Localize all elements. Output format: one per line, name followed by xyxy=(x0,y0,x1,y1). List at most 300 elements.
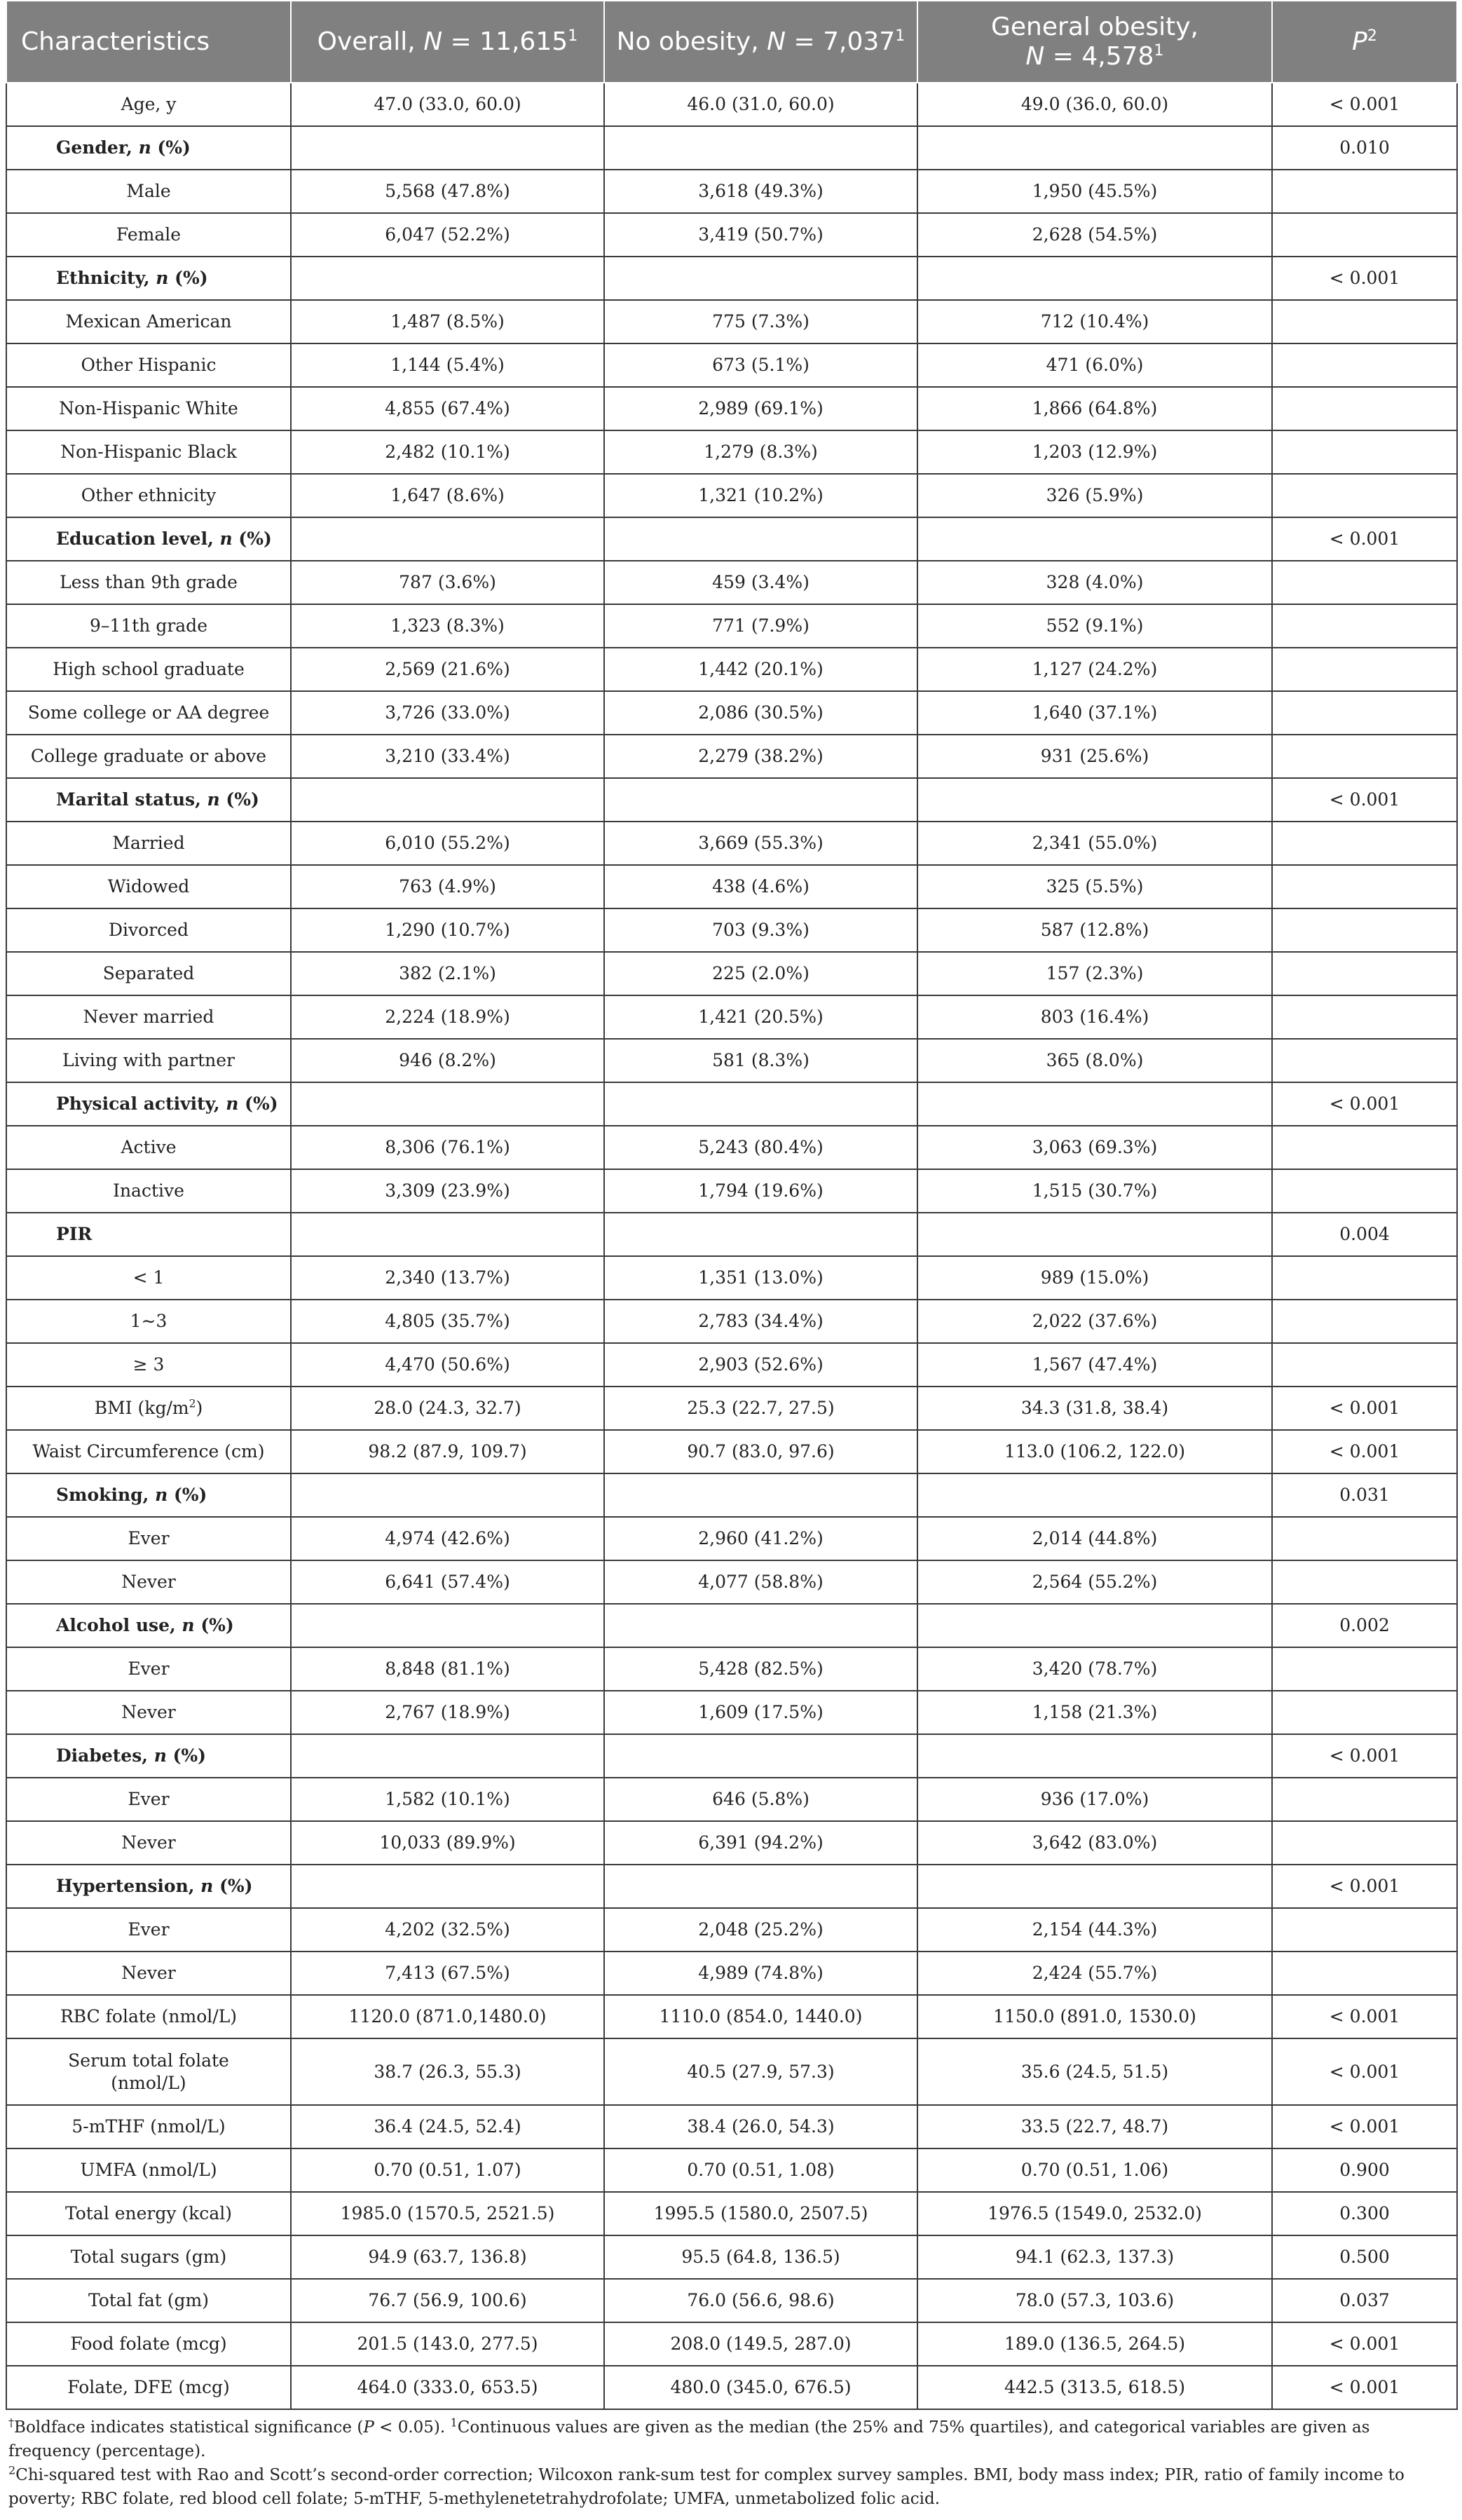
row-label xyxy=(6,2038,291,2105)
p-value-cell: 0.004 xyxy=(1272,1213,1457,1256)
row-label-text: < 1 xyxy=(132,1267,165,1288)
general-obesity-cell: 552 (9.1%) xyxy=(917,604,1272,648)
general-obesity-cell: 325 (5.5%) xyxy=(917,865,1272,908)
table-row xyxy=(6,1343,1457,1387)
column-header-4 xyxy=(1272,1,1457,83)
section-row xyxy=(6,1213,1457,1256)
table-row xyxy=(6,1300,1457,1343)
overall-cell: 1,144 (5.4%) xyxy=(291,343,604,387)
table-row xyxy=(6,1995,1457,2038)
footnote-2-text: Chi-squared test with Rao and Scott’s second-order correction; Wilcoxon rank-sum test for complex survey samples. BMI, body mass index; PIR, ratio of family income to poverty; RBC folate, red blood cell folate; 5-mTHF, 5-methylenetetrahydrofolate; UMFA, unmetabolized folic acid. xyxy=(8,2466,1405,2508)
row-label-text: Food folate (mcg) xyxy=(70,2334,227,2354)
row-label-text: Non-Hispanic Black xyxy=(60,442,237,462)
row-label xyxy=(6,83,291,126)
row-label-text: RBC folate (nmol/L) xyxy=(60,2006,238,2027)
table-row xyxy=(6,952,1457,995)
general-obesity-cell xyxy=(917,1473,1272,1517)
footnote-1-p: P xyxy=(363,2418,374,2437)
row-label-text: ≥ 3 xyxy=(132,1354,165,1375)
no-obesity-cell: 2,279 (38.2%) xyxy=(604,735,917,778)
general-obesity-cell: 2,014 (44.8%) xyxy=(917,1517,1272,1560)
no-obesity-cell: 1,321 (10.2%) xyxy=(604,474,917,517)
general-obesity-cell: 2,022 (37.6%) xyxy=(917,1300,1272,1343)
p-value-cell: < 0.001 xyxy=(1272,2038,1457,2105)
p-value-cell: 0.010 xyxy=(1272,126,1457,170)
p-value-cell: < 0.001 xyxy=(1272,1430,1457,1473)
general-obesity-cell: 0.70 (0.51, 1.06) xyxy=(917,2148,1272,2192)
p-value-cell xyxy=(1272,604,1457,648)
table-row xyxy=(6,300,1457,343)
p-value-cell: 0.900 xyxy=(1272,2148,1457,2192)
no-obesity-cell: 76.0 (56.6, 98.6) xyxy=(604,2279,917,2322)
overall-cell xyxy=(291,1213,604,1256)
no-obesity-cell: 95.5 (64.8, 136.5) xyxy=(604,2235,917,2279)
overall-cell: 201.5 (143.0, 277.5) xyxy=(291,2322,604,2366)
overall-cell: 2,767 (18.9%) xyxy=(291,1691,604,1734)
p-value-cell: < 0.001 xyxy=(1272,1387,1457,1430)
general-obesity-cell: 78.0 (57.3, 103.6) xyxy=(917,2279,1272,2322)
column-header-text: General obesity, xyxy=(991,12,1198,41)
table-body xyxy=(6,83,1457,2409)
row-label-text: Total sugars (gm) xyxy=(70,2247,227,2267)
row-label-text: Ever xyxy=(128,1528,170,1548)
overall-cell: 1,582 (10.1%) xyxy=(291,1778,604,1821)
row-label-n: n xyxy=(182,1615,195,1635)
overall-cell: 6,641 (57.4%) xyxy=(291,1560,604,1604)
row-label xyxy=(6,1560,291,1604)
table-row xyxy=(6,1778,1457,1821)
general-obesity-cell xyxy=(917,257,1272,300)
table-row xyxy=(6,2192,1457,2235)
no-obesity-cell: 2,086 (30.5%) xyxy=(604,691,917,735)
row-label xyxy=(6,908,291,952)
p-value-cell xyxy=(1272,908,1457,952)
table-row xyxy=(6,83,1457,126)
no-obesity-cell: 225 (2.0%) xyxy=(604,952,917,995)
no-obesity-cell: 0.70 (0.51, 1.08) xyxy=(604,2148,917,2192)
row-label-text: Never xyxy=(121,1963,176,1983)
column-header-text: Characteristics xyxy=(21,27,210,56)
table-row xyxy=(6,1517,1457,1560)
table-footnotes xyxy=(6,2410,1456,2511)
row-label xyxy=(6,343,291,387)
header-row xyxy=(6,1,1457,83)
row-label xyxy=(6,1430,291,1473)
table-row xyxy=(6,1430,1457,1473)
no-obesity-cell: 2,783 (34.4%) xyxy=(604,1300,917,1343)
row-label xyxy=(6,1387,291,1430)
general-obesity-cell: 931 (25.6%) xyxy=(917,735,1272,778)
p-value-cell xyxy=(1272,1126,1457,1169)
overall-cell: 47.0 (33.0, 60.0) xyxy=(291,83,604,126)
row-label xyxy=(6,1169,291,1213)
row-label-text: Non-Hispanic White xyxy=(59,398,238,418)
p-value-cell: < 0.001 xyxy=(1272,2322,1457,2366)
overall-cell: 3,210 (33.4%) xyxy=(291,735,604,778)
p-value-cell: 0.500 xyxy=(1272,2235,1457,2279)
table-row xyxy=(6,213,1457,257)
row-label-n: n xyxy=(226,1094,239,1114)
footnote-1-sup: 1 xyxy=(450,2416,458,2430)
table-row xyxy=(6,2279,1457,2322)
table-row xyxy=(6,561,1457,604)
general-obesity-cell xyxy=(917,1213,1272,1256)
row-label-text: Alcohol use, xyxy=(56,1615,182,1635)
row-label-text: Separated xyxy=(102,963,195,983)
general-obesity-cell xyxy=(917,1734,1272,1778)
row-label-n: n xyxy=(156,268,169,288)
general-obesity-cell: 1,640 (37.1%) xyxy=(917,691,1272,735)
overall-cell: 6,047 (52.2%) xyxy=(291,213,604,257)
general-obesity-cell: 1,158 (21.3%) xyxy=(917,1691,1272,1734)
no-obesity-cell: 6,391 (94.2%) xyxy=(604,1821,917,1865)
row-label-text: Education level, xyxy=(56,529,220,549)
general-obesity-cell xyxy=(917,1604,1272,1647)
row-label xyxy=(6,604,291,648)
row-label-text: College graduate or above xyxy=(30,746,267,766)
row-label-rest: (%) xyxy=(219,789,259,810)
table-row xyxy=(6,1691,1457,1734)
general-obesity-cell: 989 (15.0%) xyxy=(917,1256,1272,1300)
p-value-cell xyxy=(1272,865,1457,908)
row-label xyxy=(6,1691,291,1734)
general-obesity-cell: 1,203 (12.9%) xyxy=(917,430,1272,474)
no-obesity-cell: 5,243 (80.4%) xyxy=(604,1126,917,1169)
no-obesity-cell: 46.0 (31.0, 60.0) xyxy=(604,83,917,126)
row-label-rest: (%) xyxy=(166,1745,207,1766)
p-value-cell: < 0.001 xyxy=(1272,517,1457,561)
overall-cell: 98.2 (87.9, 109.7) xyxy=(291,1430,604,1473)
no-obesity-cell: 5,428 (82.5%) xyxy=(604,1647,917,1691)
row-label-text: Less than 9th grade xyxy=(60,572,238,592)
table-row xyxy=(6,648,1457,691)
row-label-n: n xyxy=(138,137,151,158)
section-row xyxy=(6,257,1457,300)
p-value-cell xyxy=(1272,1343,1457,1387)
overall-cell: 2,482 (10.1%) xyxy=(291,430,604,474)
general-obesity-cell: 189.0 (136.5, 264.5) xyxy=(917,2322,1272,2366)
no-obesity-cell: 90.7 (83.0, 97.6) xyxy=(604,1430,917,1473)
row-label xyxy=(6,1952,291,1995)
row-label xyxy=(6,1300,291,1343)
no-obesity-cell: 1995.5 (1580.0, 2507.5) xyxy=(604,2192,917,2235)
row-label-text: Hypertension, xyxy=(56,1876,201,1896)
no-obesity-cell: 1,794 (19.6%) xyxy=(604,1169,917,1213)
footnote-2-sup: 2 xyxy=(8,2463,16,2477)
row-label xyxy=(6,2148,291,2192)
no-obesity-cell: 1,351 (13.0%) xyxy=(604,1256,917,1300)
overall-cell xyxy=(291,1082,604,1126)
p-value-cell xyxy=(1272,1821,1457,1865)
row-label xyxy=(6,735,291,778)
table-row xyxy=(6,474,1457,517)
row-label xyxy=(6,995,291,1039)
general-obesity-cell: 94.1 (62.3, 137.3) xyxy=(917,2235,1272,2279)
no-obesity-cell: 3,669 (55.3%) xyxy=(604,822,917,865)
general-obesity-cell: 2,564 (55.2%) xyxy=(917,1560,1272,1604)
p-value-cell xyxy=(1272,1517,1457,1560)
general-obesity-cell xyxy=(917,778,1272,822)
general-obesity-cell: 49.0 (36.0, 60.0) xyxy=(917,83,1272,126)
overall-cell: 3,309 (23.9%) xyxy=(291,1169,604,1213)
row-label xyxy=(6,213,291,257)
general-obesity-cell: 1,950 (45.5%) xyxy=(917,170,1272,213)
row-label-text: Waist Circumference (cm) xyxy=(32,1441,265,1462)
row-label-n: n xyxy=(207,789,220,810)
row-label xyxy=(6,1734,291,1778)
row-label xyxy=(6,778,291,822)
p-value-cell xyxy=(1272,822,1457,865)
column-header-sup: 1 xyxy=(895,26,906,45)
p-value-cell xyxy=(1272,648,1457,691)
row-label xyxy=(6,1865,291,1908)
row-label-n: n xyxy=(219,529,233,549)
row-label-rest: (%) xyxy=(151,137,191,158)
row-label-text: Ever xyxy=(128,1659,170,1679)
p-value-cell xyxy=(1272,1952,1457,1995)
no-obesity-cell: 40.5 (27.9, 57.3) xyxy=(604,2038,917,2105)
general-obesity-cell: 442.5 (313.5, 618.5) xyxy=(917,2366,1272,2409)
row-label-text: BMI (kg/m xyxy=(94,1398,189,1418)
p-value-cell xyxy=(1272,300,1457,343)
p-value-cell xyxy=(1272,1300,1457,1343)
p-value-cell xyxy=(1272,387,1457,430)
table-row xyxy=(6,1908,1457,1952)
column-header-3 xyxy=(917,1,1272,83)
row-label-text: Active xyxy=(121,1137,177,1157)
section-row xyxy=(6,778,1457,822)
footnote-1-text-a: Boldface indicates statistical significance ( xyxy=(14,2418,364,2437)
column-header-n: N xyxy=(767,27,786,56)
row-label xyxy=(6,1126,291,1169)
row-label-text: Other Hispanic xyxy=(81,355,217,375)
table-row xyxy=(6,1126,1457,1169)
no-obesity-cell: 771 (7.9%) xyxy=(604,604,917,648)
table-row xyxy=(6,1821,1457,1865)
overall-cell: 5,568 (47.8%) xyxy=(291,170,604,213)
row-label-tail: ) xyxy=(196,1398,203,1418)
overall-cell: 4,202 (32.5%) xyxy=(291,1908,604,1952)
row-label-text: Mexican American xyxy=(65,311,232,332)
row-label-text: Never xyxy=(121,1572,176,1592)
no-obesity-cell xyxy=(604,126,917,170)
row-label-sup: 2 xyxy=(189,1397,196,1410)
row-label xyxy=(6,1908,291,1952)
general-obesity-cell: 326 (5.9%) xyxy=(917,474,1272,517)
row-label-text: Ever xyxy=(128,1919,170,1940)
general-obesity-cell: 1976.5 (1549.0, 2532.0) xyxy=(917,2192,1272,2235)
p-value-cell xyxy=(1272,1169,1457,1213)
general-obesity-cell xyxy=(917,1865,1272,1908)
general-obesity-cell: 1,127 (24.2%) xyxy=(917,648,1272,691)
row-label-text: Serum total folate xyxy=(68,2050,229,2071)
row-label xyxy=(6,1343,291,1387)
row-label xyxy=(6,2322,291,2366)
column-header-count: = 7,037 xyxy=(786,27,896,56)
overall-cell xyxy=(291,257,604,300)
general-obesity-cell: 2,424 (55.7%) xyxy=(917,1952,1272,1995)
general-obesity-cell: 328 (4.0%) xyxy=(917,561,1272,604)
general-obesity-cell: 2,628 (54.5%) xyxy=(917,213,1272,257)
general-obesity-cell: 1,567 (47.4%) xyxy=(917,1343,1272,1387)
row-label-text: Marital status, xyxy=(56,789,207,810)
table-row xyxy=(6,908,1457,952)
row-label xyxy=(6,300,291,343)
row-label xyxy=(6,257,291,300)
column-header-0 xyxy=(6,1,291,83)
row-label-rest: (%) xyxy=(168,1485,207,1505)
general-obesity-cell: 3,642 (83.0%) xyxy=(917,1821,1272,1865)
p-value-cell: < 0.001 xyxy=(1272,1734,1457,1778)
table-row xyxy=(6,170,1457,213)
table-row xyxy=(6,604,1457,648)
overall-cell: 464.0 (333.0, 653.5) xyxy=(291,2366,604,2409)
p-value-cell: < 0.001 xyxy=(1272,2105,1457,2148)
row-label-text: Never xyxy=(121,1832,176,1853)
overall-cell xyxy=(291,1865,604,1908)
general-obesity-cell: 936 (17.0%) xyxy=(917,1778,1272,1821)
general-obesity-cell: 365 (8.0%) xyxy=(917,1039,1272,1082)
row-label-text: Gender, xyxy=(56,137,139,158)
overall-cell xyxy=(291,1734,604,1778)
no-obesity-cell: 438 (4.6%) xyxy=(604,865,917,908)
row-label-text: Married xyxy=(112,833,185,853)
overall-cell xyxy=(291,1604,604,1647)
section-row xyxy=(6,1865,1457,1908)
p-value-cell xyxy=(1272,430,1457,474)
general-obesity-cell xyxy=(917,126,1272,170)
row-label-text: Never married xyxy=(83,1007,214,1027)
row-label xyxy=(6,1473,291,1517)
table-row xyxy=(6,865,1457,908)
p-value-cell xyxy=(1272,1256,1457,1300)
row-label-text: High school graduate xyxy=(53,659,245,679)
table-row xyxy=(6,1256,1457,1300)
row-label xyxy=(6,2192,291,2235)
no-obesity-cell: 581 (8.3%) xyxy=(604,1039,917,1082)
no-obesity-cell: 1,421 (20.5%) xyxy=(604,995,917,1039)
no-obesity-cell: 2,989 (69.1%) xyxy=(604,387,917,430)
overall-cell: 2,224 (18.9%) xyxy=(291,995,604,1039)
no-obesity-cell: 38.4 (26.0, 54.3) xyxy=(604,2105,917,2148)
footnote-1-text-b: < 0.05). xyxy=(374,2418,451,2437)
row-label-text: Some college or AA degree xyxy=(27,702,270,723)
row-label-text: Diabetes, xyxy=(56,1745,154,1766)
general-obesity-cell: 2,154 (44.3%) xyxy=(917,1908,1272,1952)
row-label-text: Smoking, xyxy=(56,1485,156,1505)
overall-cell: 2,569 (21.6%) xyxy=(291,648,604,691)
row-label xyxy=(6,822,291,865)
no-obesity-cell: 208.0 (149.5, 287.0) xyxy=(604,2322,917,2366)
p-value-cell: < 0.001 xyxy=(1272,1995,1457,2038)
table-row xyxy=(6,822,1457,865)
general-obesity-cell: 2,341 (55.0%) xyxy=(917,822,1272,865)
no-obesity-cell: 3,419 (50.7%) xyxy=(604,213,917,257)
column-header-count: = 4,578 xyxy=(1044,41,1154,71)
row-label xyxy=(6,1213,291,1256)
row-label xyxy=(6,387,291,430)
section-row xyxy=(6,1473,1457,1517)
table-figure xyxy=(6,0,1456,2511)
overall-cell: 2,340 (13.7%) xyxy=(291,1256,604,1300)
p-value-cell xyxy=(1272,1691,1457,1734)
table-row xyxy=(6,2366,1457,2409)
row-label-text: UMFA (nmol/L) xyxy=(80,2160,217,2180)
p-value-cell xyxy=(1272,343,1457,387)
table-row xyxy=(6,1387,1457,1430)
table-row xyxy=(6,343,1457,387)
table-row xyxy=(6,430,1457,474)
overall-cell xyxy=(291,126,604,170)
no-obesity-cell: 703 (9.3%) xyxy=(604,908,917,952)
p-value-cell: < 0.001 xyxy=(1272,2366,1457,2409)
characteristics-table xyxy=(6,0,1458,2410)
row-label xyxy=(6,1604,291,1647)
no-obesity-cell: 459 (3.4%) xyxy=(604,561,917,604)
table-row xyxy=(6,1169,1457,1213)
general-obesity-cell: 712 (10.4%) xyxy=(917,300,1272,343)
row-label-text: Divorced xyxy=(109,920,189,940)
overall-cell xyxy=(291,1473,604,1517)
row-label-text: Ever xyxy=(128,1789,170,1809)
general-obesity-cell: 157 (2.3%) xyxy=(917,952,1272,995)
no-obesity-cell: 25.3 (22.7, 27.5) xyxy=(604,1387,917,1430)
table-header xyxy=(6,1,1457,83)
row-label xyxy=(6,1647,291,1691)
overall-cell: 10,033 (89.9%) xyxy=(291,1821,604,1865)
row-label-n: n xyxy=(153,1745,167,1766)
no-obesity-cell: 646 (5.8%) xyxy=(604,1778,917,1821)
no-obesity-cell: 1,279 (8.3%) xyxy=(604,430,917,474)
row-label-text: Never xyxy=(121,1702,176,1722)
row-label xyxy=(6,561,291,604)
p-value-cell xyxy=(1272,474,1457,517)
row-label xyxy=(6,474,291,517)
row-label-text: Female xyxy=(116,224,182,245)
overall-cell: 3,726 (33.0%) xyxy=(291,691,604,735)
no-obesity-cell: 1,442 (20.1%) xyxy=(604,648,917,691)
table-row xyxy=(6,1039,1457,1082)
row-label xyxy=(6,2105,291,2148)
general-obesity-cell xyxy=(917,1082,1272,1126)
no-obesity-cell: 3,618 (49.3%) xyxy=(604,170,917,213)
row-label xyxy=(6,1778,291,1821)
p-value-cell xyxy=(1272,170,1457,213)
row-label-text: 1∼3 xyxy=(130,1311,168,1331)
overall-cell: 4,470 (50.6%) xyxy=(291,1343,604,1387)
table-row xyxy=(6,1647,1457,1691)
row-label xyxy=(6,1821,291,1865)
row-label-rest: (%) xyxy=(194,1615,234,1635)
table-row xyxy=(6,2235,1457,2279)
overall-cell: 4,974 (42.6%) xyxy=(291,1517,604,1560)
section-row xyxy=(6,517,1457,561)
overall-cell: 76.7 (56.9, 100.6) xyxy=(291,2279,604,2322)
row-label-text: Total fat (gm) xyxy=(88,2290,210,2310)
row-label-text: Male xyxy=(126,181,171,201)
table-row xyxy=(6,2322,1457,2366)
row-label-rest: (%) xyxy=(232,529,272,549)
table-row xyxy=(6,2038,1457,2105)
section-row xyxy=(6,1604,1457,1647)
row-label xyxy=(6,126,291,170)
row-label-text: PIR xyxy=(56,1224,93,1244)
no-obesity-cell: 2,903 (52.6%) xyxy=(604,1343,917,1387)
overall-cell: 36.4 (24.5, 52.4) xyxy=(291,2105,604,2148)
section-row xyxy=(6,1082,1457,1126)
p-value-cell: < 0.001 xyxy=(1272,778,1457,822)
overall-cell: 0.70 (0.51, 1.07) xyxy=(291,2148,604,2192)
